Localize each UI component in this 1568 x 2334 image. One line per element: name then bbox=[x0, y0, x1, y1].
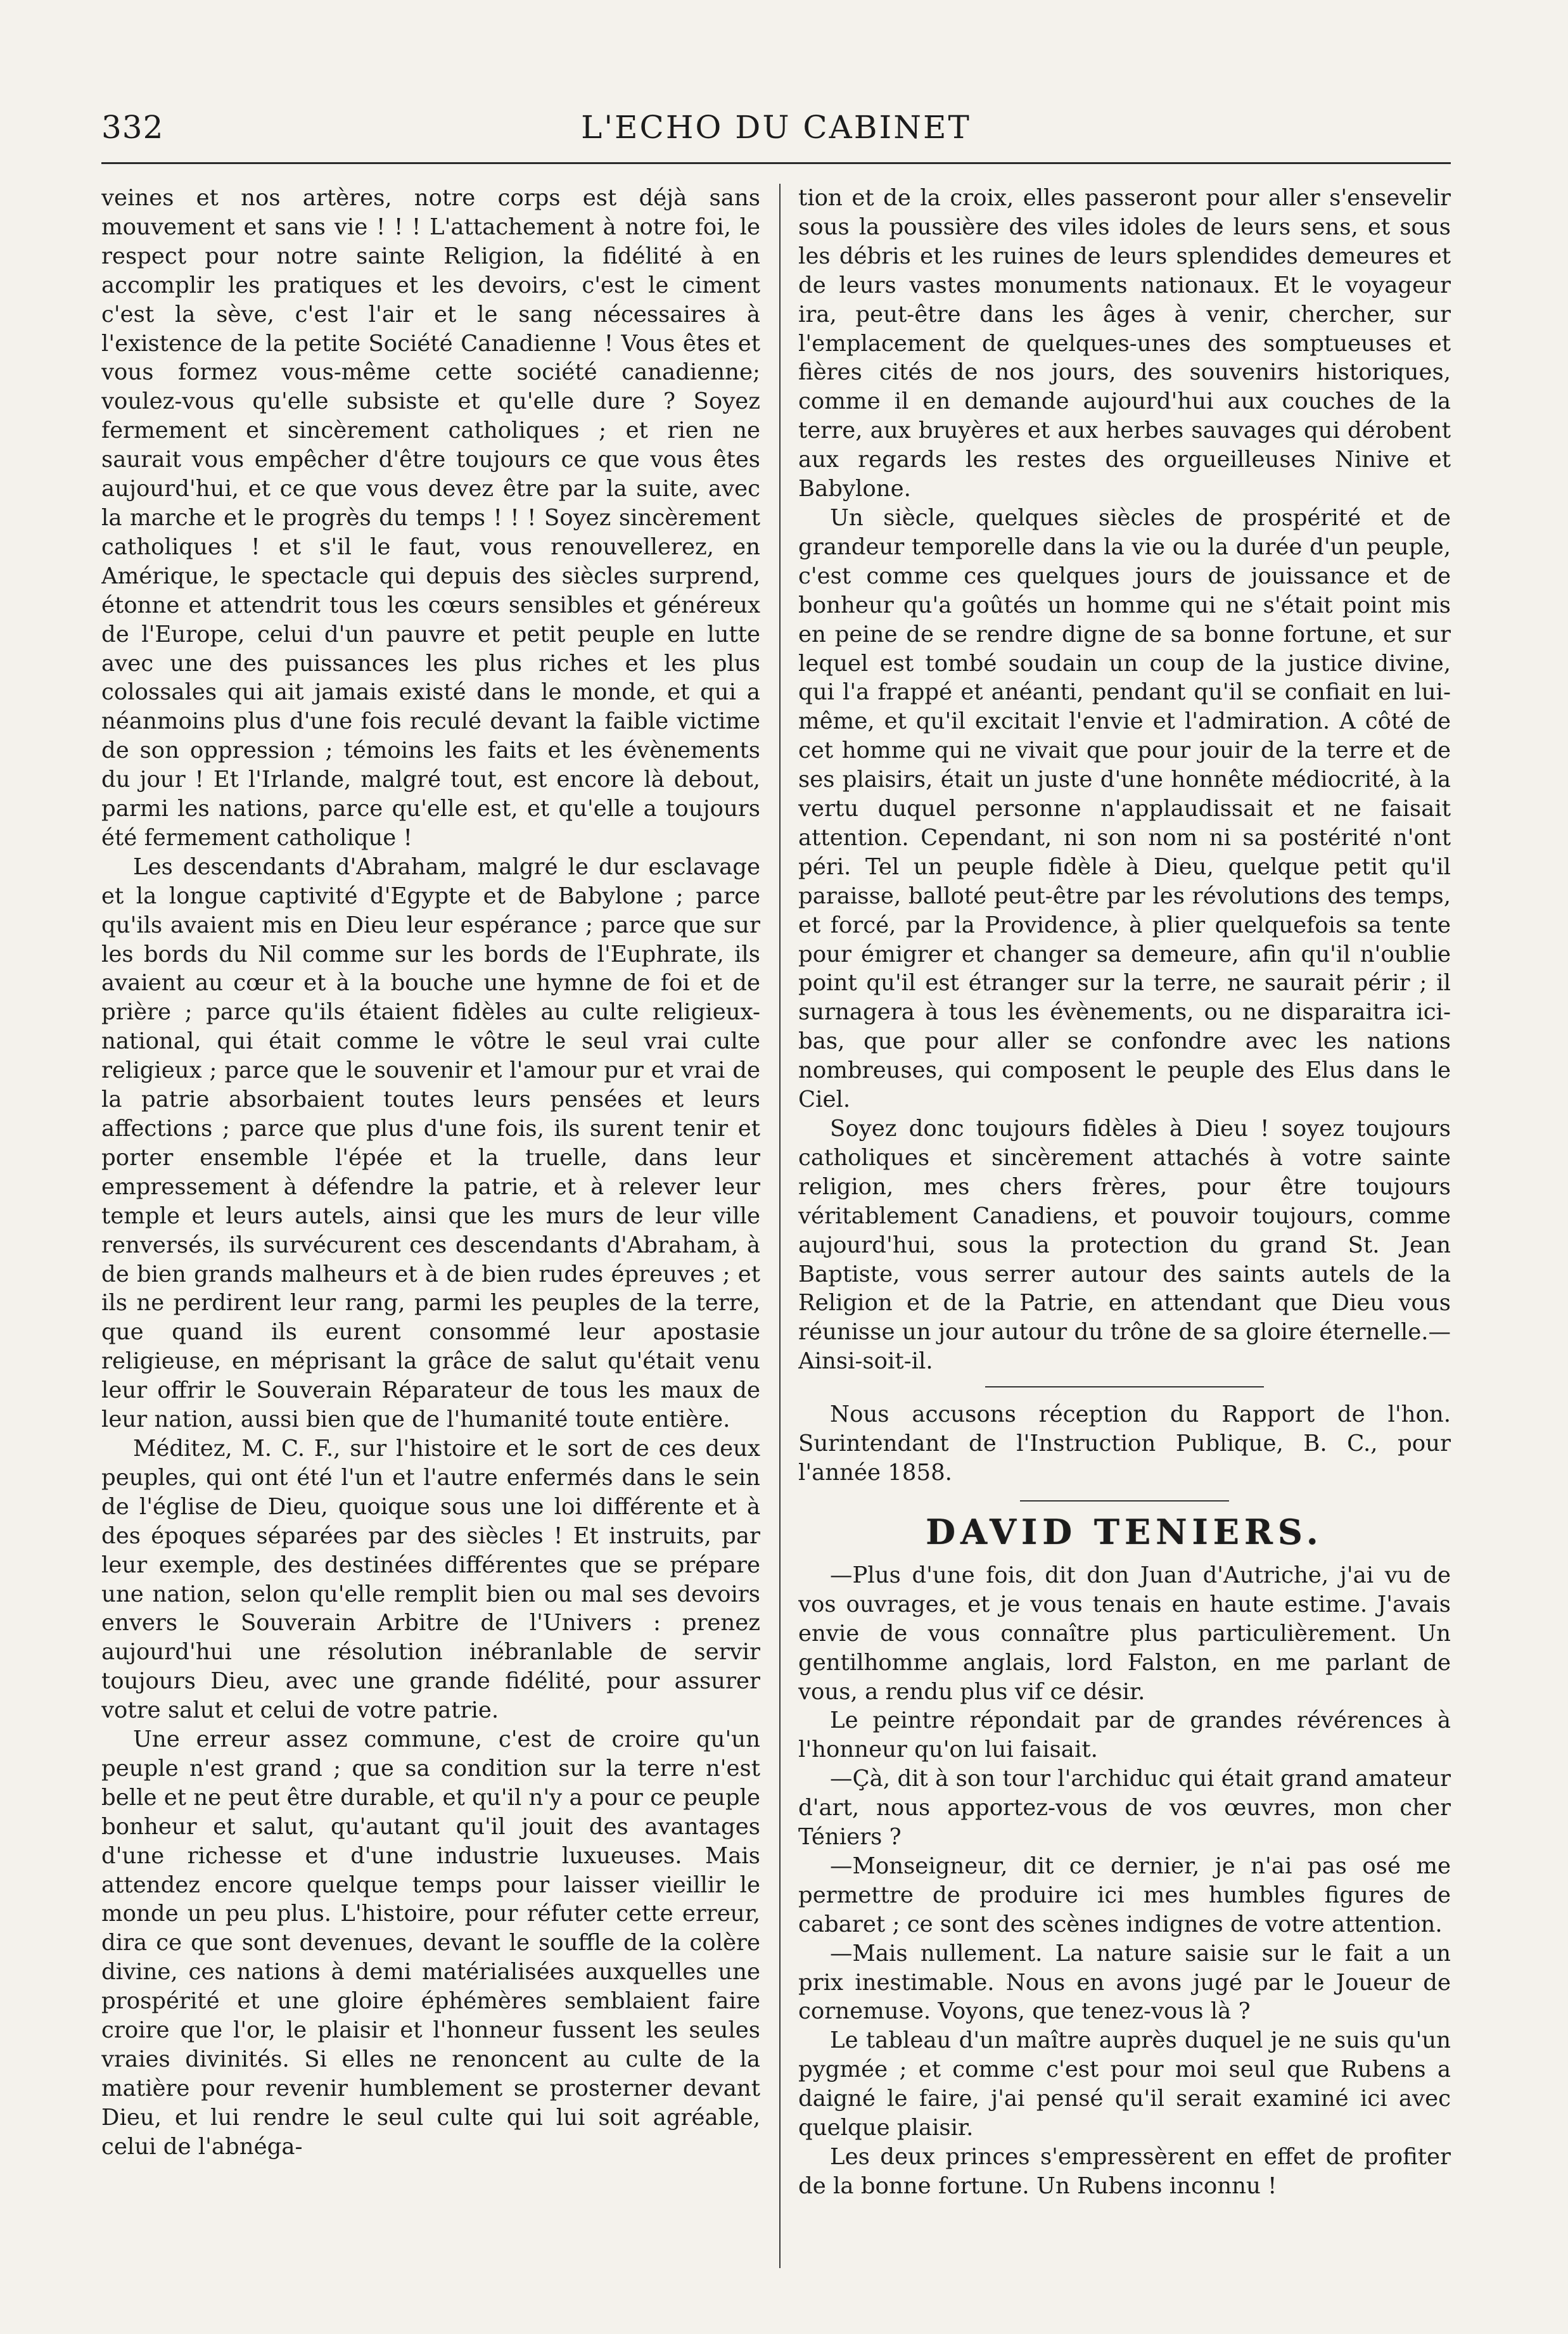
article-paragraph: —Monseigneur, dit ce dernier, je n'ai pas osé me permettre de produire ici mes humbles figures de cabaret ; ce sont des scènes indignes de votre attention. bbox=[798, 1853, 1451, 1937]
header-rule bbox=[101, 162, 1451, 164]
paragraph: Méditez, M. C. F., sur l'histoire et le sort de ces deux peuples, qui ont été l'un et l'autre enfermés dans le sein de l'église de Dieu, quoique sous une loi différente et à des époques séparées par des siècles ! Et instruits, par leur exemple, des destinées différentes que se prépare une nation, selon qu'elle remplit bien ou mal ses devoirs envers le Souverain Arbitre de l'Univers : prenez aujourd'hui une résolution inébranlable de servir toujours Dieu, avec une grande fidélité, pour assurer votre salut et celui de votre patrie. bbox=[101, 1435, 760, 1724]
paragraph: Soyez donc toujours fidèles à Dieu ! soyez toujours catholiques et sincèrement attachés à votre sainte religion, mes chers frères, pour être toujours véritablement Canadiens, et pouvoir toujours, comme aujourd'hui, sous la protection du grand St. Jean Baptiste, vous serrer autour des saints autels de la Religion et de la Patrie, en attendant que Dieu vous réunisse un jour autour du trône de sa gloire éternelle.—Ainsi-soit-il. bbox=[798, 1116, 1451, 1375]
page-header bbox=[101, 109, 1451, 153]
article-paragraph: Les deux princes s'empressèrent en effet de profiter de la bonne fortune. Un Rubens inconnu ! bbox=[798, 2144, 1451, 2199]
paragraph: Une erreur assez commune, c'est de croire qu'un peuple n'est grand ; que sa condition sur la terre n'est belle et ne peut être durable, et qu'il n'y a pour ce peuple bonheur et salut, qu'autant qu'il jouit des avantages d'une richesse et d'une industrie luxueuses. Mais attendez encore quelque temps pour laisser vieillir le monde un peu plus. L'histoire, pour réfuter cette erreur, dira ce que sont devenues, devant le souffle de la colère divine, ces nations à demi matérialisées auxquelles une prospérité et une gloire éphémères semblaient faire croire que l'or, le plaisir et l'honneur fussent les seules vraies divinités. Si elles ne renoncent au culte de la matière pour revenir humblement se prosterner devant Dieu, et lui rendre le seul culte qui lui soit agréable, celui de l'abnéga- bbox=[101, 1726, 760, 2160]
paragraph: veines et nos artères, notre corps est déjà sans mouvement et sans vie ! ! ! L'attachement à notre foi, le respect pour notre sainte Religion, la fidélité à en accomplir les pratiques et les devoirs, c'est le ciment c'est la sève, c'est l'air et le sang nécessaires à l'existence de la petite Société Canadienne ! Vous êtes et vous formez vous-même cette société canadienne; voulez-vous qu'elle subsiste et qu'elle dure ? Soyez fermement et sincèrement catholiques ; et rien ne saurait vous empêcher d'être toujours ce que vous êtes aujourd'hui, et ce que vous devez être par la suite, avec la marche et le progrès du temps ! ! ! Soyez sincèrement catholiques ! et s'il le faut, vous renouvellerez, en Amérique, le spectacle qui depuis des siècles surprend, étonne et attendrit tous les cœurs sensibles et généreux de l'Europe, celui d'un pauvre et petit peuple en lutte avec une des puissances les plus riches et les plus colossales qui ait jamais existé dans le monde, et qui a néanmoins plus d'une fois reculé devant la faible victime de son oppression ; témoins les faits et les évènements du jour ! Et l'Irlande, malgré tout, est encore là debout, parmi les nations, parce qu'elle est, et qu'elle a toujours été fermement catholique ! bbox=[101, 185, 760, 851]
paragraph: Les descendants d'Abraham, malgré le dur esclavage et la longue captivité d'Egypte et de Babylone ; parce qu'ils avaient mis en Dieu leur espérance ; parce que sur les bords du Nil comme sur les bords de l'Euphrate, ils avaient au cœur et à la bouche une hymne de foi et de prière ; parce qu'ils étaient fidèles au culte religieux-national, qui était comme le vôtre le seul vrai culte religieux ; parce que le souvenir et l'amour pur et vrai de la patrie absorbaient toutes leurs pensées et leurs affections ; parce que plus d'une fois, ils surent tenir et porter ensemble l'épée et la truelle, dans leur empressement à défendre la patrie, et à relever leur temple et leurs autels, ainsi que les murs de leur ville renversés, ils survécurent ces descendants d'Abraham, à de bien grands malheurs et à de bien rudes épreuves ; et ils ne perdirent leur rang, parmi les peuples de la terre, que quand ils eurent consommé leur apostasie religieuse, en méprisant la grâce de salut qu'était venu leur offrir le Souverain Réparateur de tous les maux de leur nation, aussi bien que de l'humanité toute entière. bbox=[101, 853, 760, 1433]
page-number: 332 bbox=[101, 109, 164, 146]
article-paragraph: Le tableau d'un maître auprès duquel je ne suis qu'un pygmée ; et comme c'est pour moi seul que Rubens a daigné le faire, j'ai pensé qu'il serait examiné ici avec quelque plaisir. bbox=[798, 2027, 1451, 2141]
notice-paragraph: Nous accusons réception du Rapport de l'hon. Surintendant de l'Instruction Publique, B. C., pour l'année 1858. bbox=[798, 1401, 1451, 1486]
running-title: L'ECHO DU CABINET bbox=[581, 109, 971, 146]
article-title: DAVID TENIERS. bbox=[926, 1511, 1323, 1552]
article-paragraph: —Mais nullement. La nature saisie sur le fait a un prix inestimable. Nous en avons jugé par le Joueur de cornemuse. Voyons, que tenez-vous là ? bbox=[798, 1940, 1451, 2025]
article-paragraph: Le peintre répondait par de grandes révérences à l'honneur qu'on lui faisait. bbox=[798, 1707, 1451, 1763]
paragraph: tion et de la croix, elles passeront pour aller s'ensevelir sous la poussière des viles idoles de leurs sens, et sous les débris et les ruines de leurs splendides demeures et de leurs vastes monuments nationaux. Et le voyageur ira, peut-être dans les âges à venir, chercher, sur l'emplacement de quelques-unes des somptueuses et fières cités de nos jours, des souvenirs historiques, comme il en demande aujourd'hui aux couches de la terre, aux bruyères et aux herbes sauvages qui dérobent aux regards les restes des orgueilleuses Ninive et Babylone. bbox=[798, 185, 1451, 502]
right-column bbox=[798, 184, 1451, 2268]
article-paragraph: —Çà, dit à son tour l'archiduc qui était grand amateur d'art, nous apportez-vous de vos œuvres, mon cher Téniers ? bbox=[798, 1766, 1451, 1851]
title-separator bbox=[1020, 1500, 1229, 1502]
paragraph: Un siècle, quelques siècles de prospérité et de grandeur temporelle dans la vie ou la durée d'un peuple, c'est comme ces quelques jours de jouissance et de bonheur qu'a goûtés un homme qui ne s'était point mis en peine de se rendre digne de sa bonne fortune, et sur lequel est tombé soudain un coup de la justice divine, qui l'a frappé et anéanti, pendant qu'il se confiait en lui-même, et qu'il excitait l'envie et l'admiration. A côté de cet homme qui ne vivait que pour jouir de la terre et de ses plaisirs, était un juste d'une honnête médiocrité, à la vertu duquel personne n'applaudissait et ne faisait attention. Cependant, ni son nom ni sa postérité n'ont péri. Tel un peuple fidèle à Dieu, quelque petit qu'il paraisse, balloté peut-être par les révolutions des temps, et forcé, par la Providence, à plier quelquefois sa tente pour émigrer et changer sa demeure, afin qu'il n'oublie point qu'il est étranger sur la terre, ne saurait périr ; il surnagera à tous les évènements, ou ne disparaitra ici-bas, que pour aller se confondre avec les nations nombreuses, qui composent le peuple des Elus dans le Ciel. bbox=[798, 504, 1451, 1113]
section-separator bbox=[985, 1386, 1264, 1387]
column-divider bbox=[779, 184, 781, 2268]
article-paragraph: —Plus d'une fois, dit don Juan d'Autriche, j'ai vu de vos ouvrages, et je vous tenais en haute estime. J'avais envie de vous connaître plus particulièrement. Un gentilhomme anglais, lord Falston, en me parlant de vous, a rendu plus vif ce désir. bbox=[798, 1562, 1451, 1705]
left-column bbox=[101, 184, 760, 2268]
